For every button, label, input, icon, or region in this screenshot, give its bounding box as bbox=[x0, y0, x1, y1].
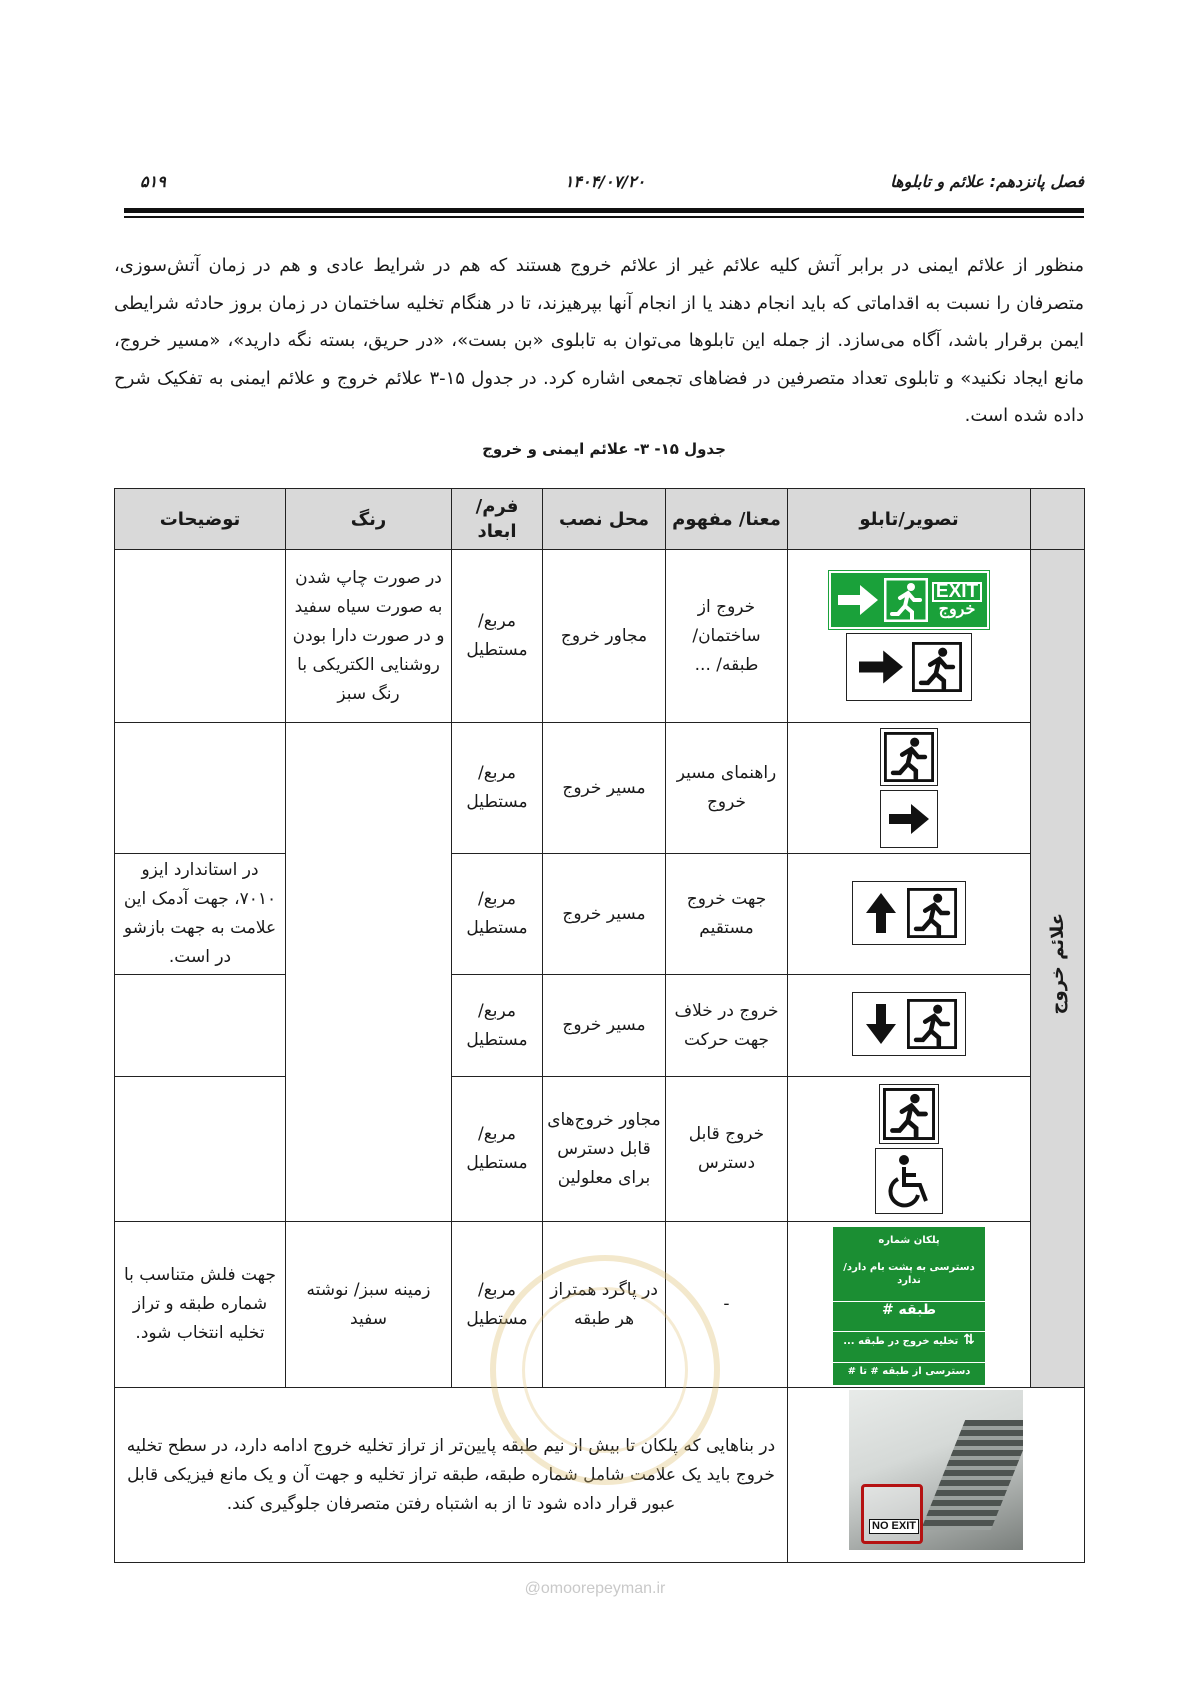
location-cell: مسیر خروج bbox=[543, 975, 666, 1077]
header-rule-thick bbox=[124, 208, 1084, 213]
page-number: ۵۱۹ bbox=[140, 172, 166, 191]
image-cell bbox=[788, 854, 1031, 975]
location-cell: در پاگرد همتراز هر طبقه bbox=[543, 1222, 666, 1388]
running-man-icon bbox=[907, 888, 957, 938]
meaning-cell: جهت خروج مستقیم bbox=[666, 854, 788, 975]
barrier-gate bbox=[861, 1484, 923, 1544]
meaning-cell: - bbox=[666, 1222, 788, 1388]
accessible-sign bbox=[875, 1148, 943, 1214]
intro-paragraph: منظور از علائم ایمنی در برابر آتش کلیه علائم غیر از علائم خروج هستند که هم در شرایط عادی و هم در زمان آتش‌سوزی، متصرفان را نسبت به اقداماتی که باید انجام دهند یا از انجام آنها بپرهیزند، تا در هنگام تخلیه ساختمان در زمان بروز حادثه شرایطی ایمن برقرار باشد، آگاه می‌سازد. از جمله این تابلوها می‌توان به تابلوی «بن بست»، «در حریق، بسته نگه دارید»، «مسیر خروج، مانع ایجاد نکنید» و تابلوی تعداد متصرفین در فضاهای تجمعی اشاره کرد. در جدول ۱۵-۳ علائم خروج و علائم ایمنی به تفکیک شرح داده شده است. bbox=[114, 255, 1084, 426]
arrow-right-icon bbox=[856, 645, 906, 689]
running-man-icon bbox=[884, 732, 934, 782]
image-cell bbox=[788, 550, 1031, 723]
location-cell: مجاور خروج‌های قابل دسترس برای معلولین bbox=[543, 1077, 666, 1222]
table-row bbox=[115, 854, 1085, 975]
notes-cell: جهت فلش متناسب با شماره طبقه و تراز تخلیه انتخاب شود. bbox=[115, 1222, 286, 1388]
table-caption: جدول ۱۵- ۳- علائم ایمنی و خروج bbox=[482, 440, 726, 458]
exit-sign-fa: خروج bbox=[938, 601, 976, 618]
meaning-cell: خروج در خلاف جهت حرکت bbox=[666, 975, 788, 1077]
table-header-row bbox=[115, 489, 1085, 550]
notes-cell: در استاندارد ایزو ۷۰۱۰، جهت آدمک این علامت به جهت بازشو در است. bbox=[115, 854, 286, 975]
shape-cell: مربع/ مستطیل bbox=[452, 1077, 543, 1222]
arrow-down-icon bbox=[861, 1002, 901, 1046]
image-cell bbox=[788, 723, 1031, 854]
table-row bbox=[115, 975, 1085, 1077]
header-meaning: معنا/ مفهوم bbox=[666, 489, 788, 550]
header-image: تصویر/تابلو bbox=[788, 489, 1031, 550]
board-line-2: دسترسی به پشت بام دارد/ندارد bbox=[843, 1262, 975, 1286]
board-line-3: طبقه # bbox=[833, 1301, 985, 1317]
stair-id-board bbox=[833, 1227, 985, 1385]
table-row bbox=[115, 550, 1085, 723]
table-row bbox=[115, 1388, 1085, 1563]
meaning-cell: خروج قابل دسترس bbox=[666, 1077, 788, 1222]
location-cell: مسیر خروج bbox=[543, 723, 666, 854]
header-notes: توضیحات bbox=[115, 489, 286, 550]
running-man-icon bbox=[884, 578, 928, 622]
notes-cell bbox=[115, 550, 286, 723]
exit-sign-en: EXIT bbox=[932, 582, 982, 602]
header-shape: فرم/ ابعاد bbox=[452, 489, 543, 550]
exit-reverse-sign bbox=[852, 992, 966, 1056]
exit-door-sign bbox=[879, 1084, 939, 1144]
notes-cell bbox=[115, 1077, 286, 1222]
notes-cell bbox=[115, 975, 286, 1077]
table-row bbox=[115, 723, 1085, 854]
header-rule-thin bbox=[124, 216, 1084, 218]
exit-straight-sign bbox=[852, 881, 966, 945]
board-line-1: پلکان شماره bbox=[878, 1235, 940, 1246]
table-row bbox=[115, 1077, 1085, 1222]
photo-cell bbox=[788, 1388, 1085, 1563]
image-cell bbox=[788, 1222, 1031, 1388]
side-header-cell bbox=[1031, 489, 1085, 550]
arrow-up-icon bbox=[861, 891, 901, 935]
board-line-4-text: تخلیه خروج در طبقه ... bbox=[843, 1336, 959, 1347]
arrow-right-icon bbox=[887, 799, 931, 839]
side-label: علائم خروج bbox=[1047, 912, 1068, 1015]
footer-description: در بناهایی که پلکان تا بیش از نیم طبقه پایین‌تر از تراز تخلیه خروج ادامه دارد، در سطح تخلیه خروج باید یک علامت شامل شماره طبقه، طبقه تراز تخلیه و جهت آن و یک مانع فیزیکی قابل عبور قرار داده شود تا از به اشتباه رفتن متصرفان جلوگیری کند. bbox=[115, 1388, 788, 1563]
exit-sign-bw bbox=[846, 633, 972, 701]
wheelchair-icon bbox=[882, 1153, 936, 1209]
exit-door-sign bbox=[880, 728, 938, 786]
table-row bbox=[115, 1222, 1085, 1388]
board-line-5: دسترسی از طبقه # تا # bbox=[833, 1362, 985, 1378]
image-cell bbox=[788, 1077, 1031, 1222]
chapter-title: فصل پانزدهم: علائم و تابلوها bbox=[890, 172, 1084, 191]
color-cell: زمینه سبز/ نوشته سفید bbox=[286, 1222, 452, 1388]
shape-cell: مربع/ مستطیل bbox=[452, 975, 543, 1077]
shape-cell: مربع/ مستطیل bbox=[452, 854, 543, 975]
notes-cell bbox=[115, 723, 286, 854]
no-exit-sign: NO EXIT bbox=[869, 1519, 919, 1534]
meaning-cell: خروج از ساختمان/ طبقه/ ... bbox=[666, 550, 788, 723]
side-label-cell bbox=[1031, 550, 1085, 1388]
header-date: ۱۴۰۴/۰۷/۲۰ bbox=[564, 172, 646, 191]
image-cell bbox=[788, 975, 1031, 1077]
arrow-right-icon bbox=[836, 580, 880, 620]
exit-sign-green bbox=[829, 571, 989, 629]
color-cell-merged bbox=[286, 723, 452, 1222]
running-man-icon bbox=[907, 999, 957, 1049]
meaning-cell: راهنمای مسیر خروج bbox=[666, 723, 788, 854]
board-line-4 bbox=[833, 1331, 985, 1348]
location-cell: مسیر خروج bbox=[543, 854, 666, 975]
up-down-arrow-icon: ⇅ bbox=[958, 1332, 975, 1348]
shape-cell: مربع/ مستطیل bbox=[452, 1222, 543, 1388]
header-location: محل نصب bbox=[543, 489, 666, 550]
page-header bbox=[126, 172, 1084, 196]
running-man-icon bbox=[912, 642, 962, 692]
shape-cell: مربع/ مستطیل bbox=[452, 550, 543, 723]
stair-barrier-photo bbox=[849, 1390, 1023, 1550]
header-color: رنگ bbox=[286, 489, 452, 550]
exit-signs-table bbox=[114, 488, 1085, 1563]
shape-cell: مربع/ مستطیل bbox=[452, 723, 543, 854]
location-cell: مجاور خروج bbox=[543, 550, 666, 723]
watermark-text: @omoorepeyman.ir bbox=[524, 1580, 666, 1597]
running-man-icon bbox=[883, 1088, 935, 1140]
color-cell: در صورت چاپ شدن به صورت سیاه سفید و در صورت دارا بودن روشنایی الکتریکی با رنگ سبز bbox=[286, 550, 452, 723]
arrow-sign bbox=[880, 790, 938, 848]
